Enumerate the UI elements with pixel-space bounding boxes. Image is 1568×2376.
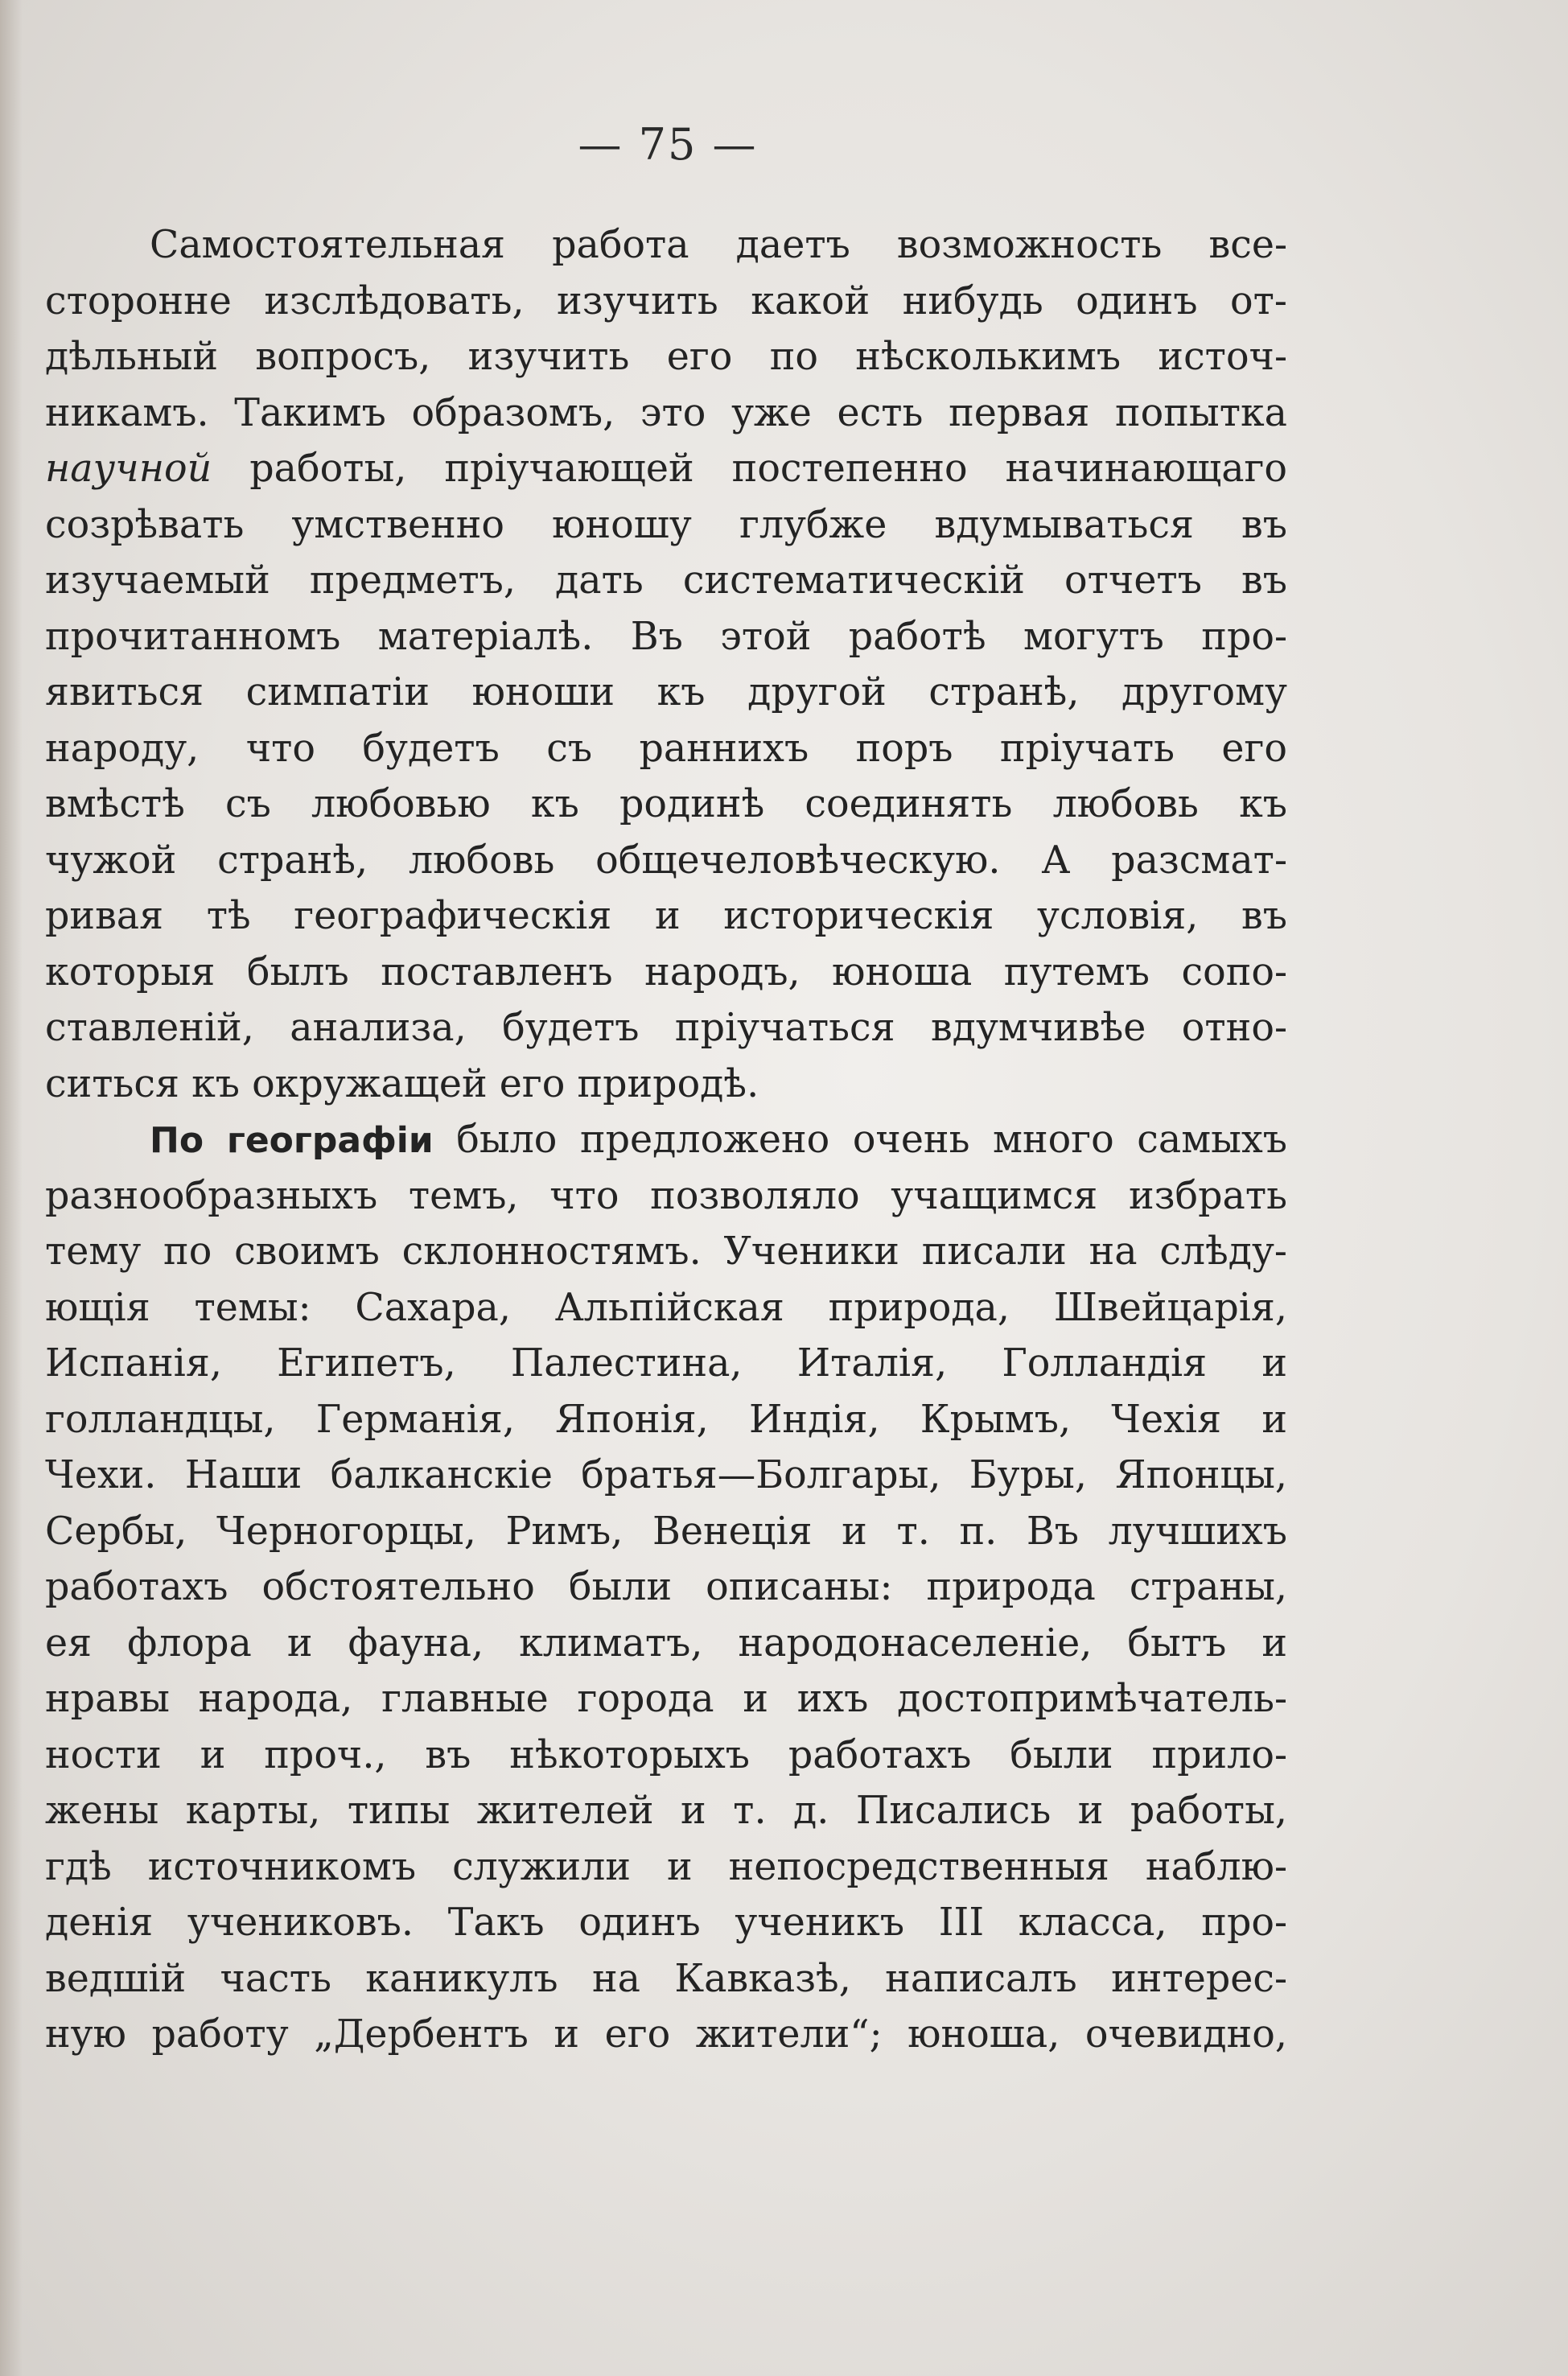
text-line: созрѣвать умственно юношу глубже вдумываться въ [45,502,1287,547]
text-line-rest: было предложено очень много самыхъ [433,1118,1287,1162]
page-number: — 75 — [578,119,758,170]
text-line: явиться симпатіи юноши къ другой странѣ, другому [45,670,1287,714]
text-line: денія учениковъ. Такъ одинъ ученикъ III класса, про- [45,1900,1287,1945]
text-line: Испанія, Египетъ, Палестина, Италія, Голландія и [45,1341,1287,1386]
text-line-rest: работы, пріучающей постепенно начинающаго [212,447,1287,491]
italic-emphasis: научной [45,447,212,491]
text-line: ную работу „Дербентъ и его жители“; юноша, очевидно, [45,2012,1287,2057]
text-line: нравы народа, главные города и ихъ достопримѣчатель- [45,1677,1287,1721]
text-line [45,1112,1287,1168]
text-line: прочитанномъ матеріалѣ. Въ этой работѣ могутъ про- [45,614,1287,659]
text-line: работахъ обстоятельно были описаны: природа страны, [45,1565,1287,1609]
text-line: дѣльный вопросъ, изучить его по нѣсколькимъ источ- [45,335,1287,379]
text-line [45,441,1287,497]
section-heading: По географіи [150,1120,434,1161]
paragraph-independent-work [45,217,1287,1112]
text-line: гдѣ источникомъ служили и непосредственныя наблю- [45,1844,1287,1889]
text-line: голландцы, Германія, Японія, Индія, Крымъ, Чехія и [45,1397,1287,1442]
text-line: вмѣстѣ съ любовью къ родинѣ соединять любовь къ [45,782,1287,826]
text-line: чужой странѣ, любовь общечеловѣческую. А разсмат- [45,838,1287,883]
text-line: ведшій часть каникулъ на Кавказѣ, написалъ интерес- [45,1956,1287,2001]
text-line: ности и проч., въ нѣкоторыхъ работахъ были прило- [45,1732,1287,1777]
text-line: ющія темы: Сахара, Альпійская природа, Швейцарія, [45,1285,1287,1330]
text-line: Чехи. Наши балканскіе братья—Болгары, Буры, Японцы, [45,1453,1287,1497]
text-line: никамъ. Такимъ образомъ, это уже есть первая попытка [45,390,1287,435]
text-line: ставленій, анализа, будетъ пріучаться вдумчивѣе отно- [45,1006,1287,1050]
text-line: которыя былъ поставленъ народъ, юноша путемъ сопо- [45,949,1287,994]
text-line: ея флора и фауна, климатъ, народонаселеніе, бытъ и [45,1620,1287,1666]
text-line: ривая тѣ географическія и историческія условія, въ [45,894,1287,938]
text-line: сторонне изслѣдовать, изучить какой нибудь одинъ от- [45,278,1287,323]
text-line: тему по своимъ склонностямъ. Ученики писали на слѣду- [45,1229,1287,1274]
text-line: Сербы, Черногорцы, Римъ, Венеція и т. п. Въ лучшихъ [45,1509,1287,1554]
text-line: жены карты, типы жителей и т. д. Писались и работы, [45,1789,1287,1833]
text-line: изучаемый предметъ, дать систематическій отчетъ въ [45,558,1287,603]
text-line: ситься къ окружащей его природѣ. [45,1061,759,1106]
body-text [45,217,1287,2063]
text-line: разнообразныхъ темъ, что позволяло учащимся избрать [45,1173,1287,1218]
paragraph-geography [45,1112,1287,2063]
text-line: Самостоятельная работа даетъ возможность все- [150,223,1287,267]
text-line: народу, что будетъ съ раннихъ поръ пріучать его [45,726,1287,771]
